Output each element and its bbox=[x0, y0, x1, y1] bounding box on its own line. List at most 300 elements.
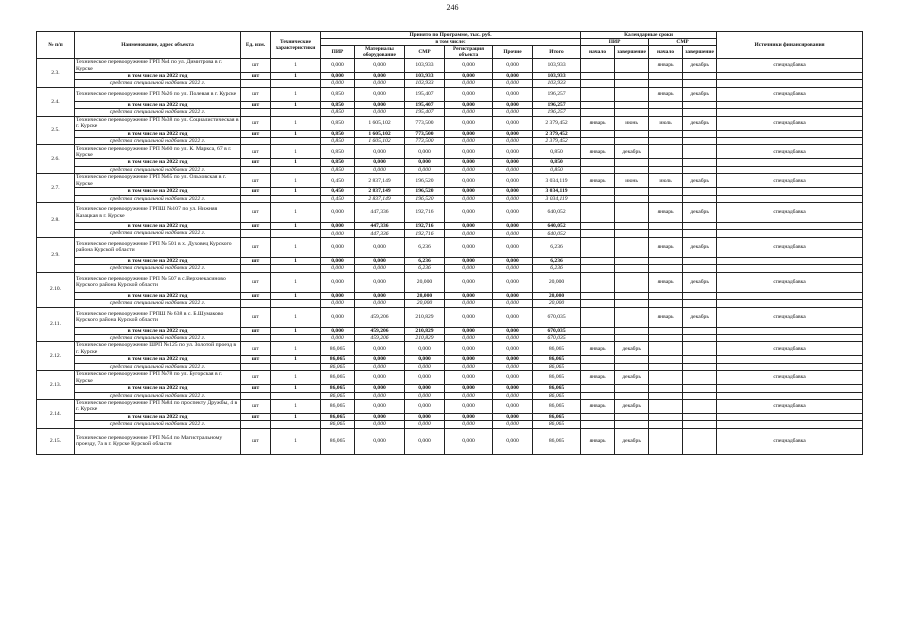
amount-cell: 0,850 bbox=[321, 101, 355, 108]
amount-cell: 6,236 bbox=[405, 265, 445, 272]
amount-cell: 192,716 bbox=[405, 223, 445, 230]
empty-cell bbox=[615, 159, 649, 166]
amount-cell: 0,000 bbox=[355, 237, 405, 257]
surcharge-label: средства специальной надбавки 2022 г. bbox=[75, 80, 241, 87]
calendar-cell bbox=[581, 203, 615, 223]
amount-cell: 0,000 bbox=[445, 327, 493, 334]
amount-cell: 0,000 bbox=[445, 188, 493, 195]
amount-cell: 773,500 bbox=[405, 116, 445, 130]
empty-cell bbox=[615, 356, 649, 363]
empty-cell bbox=[717, 385, 863, 392]
qty-cell: 1 bbox=[271, 292, 321, 299]
amount-cell: 0,000 bbox=[445, 87, 493, 101]
amount-cell: 0,000 bbox=[355, 159, 405, 166]
funding-source-cell: спецнадбавка bbox=[717, 87, 863, 101]
calendar-cell bbox=[649, 342, 683, 356]
amount-cell: 0,000 bbox=[445, 73, 493, 80]
calendar-cell: декабрь bbox=[615, 399, 649, 413]
surcharge-row bbox=[37, 138, 863, 145]
amount-cell: 0,000 bbox=[405, 413, 445, 420]
empty-cell bbox=[241, 166, 271, 173]
amount-cell: 0,000 bbox=[445, 80, 493, 87]
amount-cell: 0,000 bbox=[355, 363, 405, 370]
funding-source-cell: спецнадбавка bbox=[717, 116, 863, 130]
header-tech: Технические характеристики bbox=[271, 32, 321, 59]
empty-cell bbox=[649, 292, 683, 299]
calendar-cell: декабрь bbox=[683, 87, 717, 101]
surcharge-row bbox=[37, 421, 863, 428]
empty-cell bbox=[649, 356, 683, 363]
unit-cell: шт bbox=[241, 237, 271, 257]
calendar-cell: январь bbox=[581, 371, 615, 385]
amount-cell: 0,000 bbox=[493, 59, 533, 73]
header-end-smr: завершение bbox=[683, 46, 717, 59]
row-number: 2.14. bbox=[37, 399, 75, 428]
empty-cell bbox=[271, 392, 321, 399]
qty-cell: 1 bbox=[271, 307, 321, 327]
table-row bbox=[37, 371, 863, 385]
amount-cell: 0,000 bbox=[493, 116, 533, 130]
subtotal-row bbox=[37, 223, 863, 230]
calendar-cell: июль bbox=[649, 116, 683, 130]
amount-cell: 0,000 bbox=[493, 327, 533, 334]
amount-cell: 196,257 bbox=[533, 87, 581, 101]
empty-cell bbox=[241, 334, 271, 341]
calendar-cell: январь bbox=[649, 272, 683, 292]
empty-cell bbox=[581, 159, 615, 166]
empty-cell bbox=[581, 385, 615, 392]
amount-cell: 0,000 bbox=[445, 101, 493, 108]
amount-cell: 86,065 bbox=[533, 371, 581, 385]
surcharge-row bbox=[37, 300, 863, 307]
empty-cell bbox=[717, 223, 863, 230]
amount-cell: 0,000 bbox=[355, 272, 405, 292]
amount-cell: 0,000 bbox=[493, 307, 533, 327]
amount-cell: 0,000 bbox=[355, 265, 405, 272]
amount-cell: 196,257 bbox=[533, 101, 581, 108]
unit-cell: шт bbox=[241, 413, 271, 420]
header-no: № п/п bbox=[37, 32, 75, 59]
amount-cell: 0,000 bbox=[405, 363, 445, 370]
amount-cell: 0,000 bbox=[445, 292, 493, 299]
amount-cell: 86,065 bbox=[533, 399, 581, 413]
amount-cell: 6,236 bbox=[533, 257, 581, 264]
calendar-cell bbox=[649, 145, 683, 159]
subtotal-row bbox=[37, 73, 863, 80]
empty-cell bbox=[581, 327, 615, 334]
table-body bbox=[37, 59, 863, 455]
unit-cell: шт bbox=[241, 116, 271, 130]
amount-cell: 0,000 bbox=[321, 272, 355, 292]
qty-cell: 1 bbox=[271, 327, 321, 334]
row-number: 2.4. bbox=[37, 87, 75, 116]
row-number: 2.5. bbox=[37, 116, 75, 145]
subtotal-row bbox=[37, 188, 863, 195]
empty-cell bbox=[581, 265, 615, 272]
empty-cell bbox=[683, 421, 717, 428]
amount-cell: 3 034,119 bbox=[533, 195, 581, 202]
amount-cell: 0,000 bbox=[493, 203, 533, 223]
amount-cell: 0,000 bbox=[321, 73, 355, 80]
amount-cell: 0,000 bbox=[445, 159, 493, 166]
amount-cell: 86,065 bbox=[321, 392, 355, 399]
empty-cell bbox=[717, 230, 863, 237]
empty-cell bbox=[615, 421, 649, 428]
amount-cell: 0,000 bbox=[355, 166, 405, 173]
amount-cell: 459,206 bbox=[355, 334, 405, 341]
amount-cell: 670,035 bbox=[533, 327, 581, 334]
calendar-cell bbox=[581, 237, 615, 257]
amount-cell: 0,000 bbox=[355, 145, 405, 159]
object-name: Техническое перевооружение ГРП № 501 в х. Духовец Курского района Курской области bbox=[75, 237, 241, 257]
empty-cell bbox=[581, 80, 615, 87]
empty-cell bbox=[615, 265, 649, 272]
amount-cell: 0,000 bbox=[355, 59, 405, 73]
amount-cell: 0,000 bbox=[493, 80, 533, 87]
amount-cell: 196,520 bbox=[405, 195, 445, 202]
subtotal-row bbox=[37, 130, 863, 137]
subtotal-label: в том числе на 2022 год bbox=[75, 413, 241, 420]
amount-cell: 86,065 bbox=[321, 371, 355, 385]
amount-cell: 195,407 bbox=[405, 87, 445, 101]
empty-cell bbox=[683, 159, 717, 166]
amount-cell: 0,000 bbox=[405, 385, 445, 392]
qty-cell: 1 bbox=[271, 342, 321, 356]
header-registration: Регистрация объекта bbox=[445, 46, 493, 59]
object-name: Техническое перевооружение ГРП №26 по ул. Полевая в г. Курске bbox=[75, 87, 241, 101]
header-end: завершение bbox=[615, 46, 649, 59]
surcharge-label: средства специальной надбавки 2022 г. bbox=[75, 363, 241, 370]
calendar-cell: январь bbox=[581, 116, 615, 130]
empty-cell bbox=[615, 230, 649, 237]
amount-cell: 0,000 bbox=[493, 195, 533, 202]
amount-cell: 0,000 bbox=[493, 356, 533, 363]
amount-cell: 210,829 bbox=[405, 307, 445, 327]
amount-cell: 86,065 bbox=[533, 342, 581, 356]
qty-cell: 1 bbox=[271, 371, 321, 385]
object-name: Техническое перевооружение ШРП №125 по ул. Золотой проезд в г. Курске bbox=[75, 342, 241, 356]
empty-cell bbox=[683, 265, 717, 272]
empty-cell bbox=[683, 101, 717, 108]
empty-cell bbox=[717, 356, 863, 363]
calendar-cell bbox=[581, 59, 615, 73]
object-name: Техническое перевооружение ГРП №60 по ул. К. Маркса, 67 в г. Курске bbox=[75, 145, 241, 159]
amount-cell: 0,000 bbox=[445, 257, 493, 264]
calendar-cell bbox=[615, 272, 649, 292]
empty-cell bbox=[581, 300, 615, 307]
object-name: Техническое перевооружение ГРП №38 по ул. Социалистическая в г. Курске bbox=[76, 116, 239, 130]
table-row bbox=[37, 428, 863, 454]
qty-cell: 1 bbox=[271, 356, 321, 363]
amount-cell: 0,000 bbox=[493, 300, 533, 307]
empty-cell bbox=[581, 138, 615, 145]
empty-cell bbox=[271, 363, 321, 370]
empty-cell bbox=[581, 413, 615, 420]
empty-cell bbox=[683, 327, 717, 334]
amount-cell: 0,000 bbox=[321, 327, 355, 334]
empty-cell bbox=[581, 223, 615, 230]
amount-cell: 0,000 bbox=[445, 272, 493, 292]
amount-cell: 2 379,452 bbox=[533, 130, 581, 137]
table-row bbox=[37, 116, 863, 130]
amount-cell: 86,065 bbox=[321, 413, 355, 420]
amount-cell: 2 837,149 bbox=[355, 188, 405, 195]
subtotal-label: в том числе на 2022 год bbox=[75, 159, 241, 166]
amount-cell: 0,000 bbox=[445, 392, 493, 399]
calendar-cell bbox=[581, 87, 615, 101]
amount-cell: 0,000 bbox=[493, 101, 533, 108]
amount-cell: 459,206 bbox=[355, 307, 405, 327]
empty-cell bbox=[683, 385, 717, 392]
amount-cell: 0,000 bbox=[445, 174, 493, 188]
surcharge-row bbox=[37, 166, 863, 173]
amount-cell: 192,716 bbox=[405, 230, 445, 237]
unit-cell: шт bbox=[241, 356, 271, 363]
amount-cell: 0,000 bbox=[321, 265, 355, 272]
amount-cell: 0,000 bbox=[321, 223, 355, 230]
amount-cell: 20,000 bbox=[405, 292, 445, 299]
amount-cell: 0,000 bbox=[445, 342, 493, 356]
empty-cell bbox=[717, 421, 863, 428]
amount-cell: 0,000 bbox=[445, 356, 493, 363]
amount-cell: 0,850 bbox=[321, 159, 355, 166]
calendar-cell: январь bbox=[581, 428, 615, 454]
amount-cell: 6,236 bbox=[405, 257, 445, 264]
amount-cell: 0,000 bbox=[493, 334, 533, 341]
amount-cell: 0,000 bbox=[445, 421, 493, 428]
amount-cell: 0,000 bbox=[405, 159, 445, 166]
empty-cell bbox=[717, 265, 863, 272]
empty-cell bbox=[241, 265, 271, 272]
empty-cell bbox=[271, 195, 321, 202]
row-number: 2.8. bbox=[37, 203, 75, 238]
amount-cell: 0,000 bbox=[445, 428, 493, 454]
calendar-cell bbox=[683, 145, 717, 159]
amount-cell: 86,065 bbox=[321, 421, 355, 428]
amount-cell: 210,829 bbox=[405, 334, 445, 341]
amount-cell: 0,000 bbox=[493, 159, 533, 166]
amount-cell: 0,000 bbox=[493, 237, 533, 257]
empty-cell bbox=[683, 130, 717, 137]
qty-cell: 1 bbox=[271, 223, 321, 230]
header-total: Итого bbox=[533, 46, 581, 59]
calendar-cell bbox=[649, 399, 683, 413]
amount-cell: 0,000 bbox=[445, 203, 493, 223]
amount-cell: 0,000 bbox=[355, 101, 405, 108]
amount-cell: 0,000 bbox=[493, 230, 533, 237]
surcharge-label: средства специальной надбавки 2022 г. bbox=[75, 138, 241, 145]
calendar-cell bbox=[649, 428, 683, 454]
subtotal-row bbox=[37, 327, 863, 334]
amount-cell: 20,000 bbox=[405, 300, 445, 307]
amount-cell: 0,000 bbox=[321, 334, 355, 341]
empty-cell bbox=[581, 257, 615, 264]
amount-cell: 103,933 bbox=[405, 59, 445, 73]
qty-cell: 1 bbox=[271, 188, 321, 195]
calendar-cell bbox=[683, 342, 717, 356]
empty-cell bbox=[615, 73, 649, 80]
calendar-cell: январь bbox=[581, 399, 615, 413]
empty-cell bbox=[649, 363, 683, 370]
amount-cell: 0,450 bbox=[321, 174, 355, 188]
amount-cell: 0,000 bbox=[445, 116, 493, 130]
surcharge-label: средства специальной надбавки 2022 г. bbox=[75, 392, 241, 399]
empty-cell bbox=[615, 109, 649, 116]
funding-source-cell: спецнадбавка bbox=[717, 428, 863, 454]
empty-cell bbox=[649, 413, 683, 420]
amount-cell: 0,000 bbox=[321, 257, 355, 264]
amount-cell: 0,000 bbox=[493, 363, 533, 370]
amount-cell: 447,336 bbox=[355, 223, 405, 230]
qty-cell: 1 bbox=[271, 428, 321, 454]
amount-cell: 0,000 bbox=[355, 109, 405, 116]
object-name: Техническое перевооружение ГРПШ № 638 в с. Б.Шумаково Курского района Курской области bbox=[75, 307, 241, 327]
amount-cell: 459,206 bbox=[355, 327, 405, 334]
qty-cell: 1 bbox=[271, 73, 321, 80]
amount-cell: 103,933 bbox=[533, 80, 581, 87]
empty-cell bbox=[649, 195, 683, 202]
table-row bbox=[37, 237, 863, 257]
amount-cell: 0,000 bbox=[445, 145, 493, 159]
empty-cell bbox=[649, 327, 683, 334]
funding-source-cell: спецнадбавка bbox=[717, 237, 863, 257]
amount-cell: 86,065 bbox=[321, 356, 355, 363]
empty-cell bbox=[683, 292, 717, 299]
amount-cell: 0,000 bbox=[355, 342, 405, 356]
amount-cell: 0,850 bbox=[321, 116, 355, 130]
subtotal-row bbox=[37, 159, 863, 166]
amount-cell: 670,035 bbox=[533, 334, 581, 341]
funding-source-cell: спецнадбавка bbox=[717, 371, 863, 385]
calendar-cell bbox=[615, 237, 649, 257]
empty-cell bbox=[649, 159, 683, 166]
table-row bbox=[37, 203, 863, 223]
table-row bbox=[37, 145, 863, 159]
calendar-cell bbox=[615, 59, 649, 73]
amount-cell: 0,000 bbox=[493, 392, 533, 399]
qty-cell: 1 bbox=[271, 399, 321, 413]
subtotal-label: в том числе на 2022 год bbox=[75, 292, 241, 299]
header-cal-smr: СМР bbox=[649, 39, 717, 46]
funding-source-cell: спецнадбавка bbox=[717, 272, 863, 292]
subtotal-row bbox=[37, 101, 863, 108]
empty-cell bbox=[649, 223, 683, 230]
object-name: Техническое перевооружение ГРП №4 по ул. Димитрова в г. Курске bbox=[75, 59, 241, 73]
empty-cell bbox=[683, 356, 717, 363]
calendar-cell: январь bbox=[649, 237, 683, 257]
surcharge-label: средства специальной надбавки 2022 г. bbox=[75, 421, 241, 428]
calendar-cell: декабрь bbox=[683, 174, 717, 188]
row-number: 2.10. bbox=[37, 272, 75, 307]
empty-cell bbox=[241, 300, 271, 307]
amount-cell: 0,000 bbox=[321, 300, 355, 307]
amount-cell: 0,000 bbox=[493, 138, 533, 145]
amount-cell: 0,000 bbox=[493, 223, 533, 230]
calendar-cell: декабрь bbox=[683, 116, 717, 130]
amount-cell: 86,065 bbox=[533, 413, 581, 420]
amount-cell: 0,000 bbox=[493, 385, 533, 392]
unit-cell: шт bbox=[241, 145, 271, 159]
amount-cell: 86,065 bbox=[321, 342, 355, 356]
amount-cell: 2 837,149 bbox=[355, 195, 405, 202]
amount-cell: 0,450 bbox=[321, 188, 355, 195]
header-in-total: в том числе: bbox=[321, 39, 581, 46]
subtotal-label: в том числе на 2022 год bbox=[75, 257, 241, 264]
empty-cell bbox=[615, 188, 649, 195]
empty-cell bbox=[683, 334, 717, 341]
amount-cell: 0,850 bbox=[321, 130, 355, 137]
empty-cell bbox=[683, 230, 717, 237]
empty-cell bbox=[683, 392, 717, 399]
calendar-cell: декабрь bbox=[615, 342, 649, 356]
unit-cell: шт bbox=[241, 59, 271, 73]
unit-cell: шт bbox=[241, 428, 271, 454]
calendar-cell bbox=[649, 371, 683, 385]
amount-cell: 103,933 bbox=[533, 73, 581, 80]
amount-cell: 2 379,452 bbox=[533, 138, 581, 145]
amount-cell: 6,236 bbox=[533, 265, 581, 272]
empty-cell bbox=[271, 138, 321, 145]
amount-cell: 640,052 bbox=[533, 223, 581, 230]
calendar-cell: декабрь bbox=[683, 307, 717, 327]
empty-cell bbox=[615, 138, 649, 145]
unit-cell: шт bbox=[241, 223, 271, 230]
unit-cell: шт bbox=[241, 272, 271, 292]
empty-cell bbox=[615, 166, 649, 173]
calendar-cell: декабрь bbox=[683, 203, 717, 223]
header-pir: ПИР bbox=[321, 46, 355, 59]
empty-cell bbox=[615, 392, 649, 399]
amount-cell: 447,336 bbox=[355, 203, 405, 223]
amount-cell: 0,000 bbox=[493, 109, 533, 116]
funding-source-cell: спецнадбавка bbox=[717, 399, 863, 413]
subtotal-label: в том числе на 2022 год bbox=[75, 385, 241, 392]
amount-cell: 0,000 bbox=[355, 300, 405, 307]
amount-cell: 0,000 bbox=[445, 166, 493, 173]
amount-cell: 0,000 bbox=[405, 421, 445, 428]
qty-cell: 1 bbox=[271, 87, 321, 101]
unit-cell: шт bbox=[241, 257, 271, 264]
amount-cell: 0,850 bbox=[321, 138, 355, 145]
surcharge-label: средства специальной надбавки 2022 г. bbox=[75, 195, 241, 202]
amount-cell: 0,000 bbox=[445, 230, 493, 237]
amount-cell: 0,000 bbox=[493, 73, 533, 80]
empty-cell bbox=[581, 334, 615, 341]
table-row bbox=[37, 59, 863, 73]
amount-cell: 0,000 bbox=[445, 59, 493, 73]
empty-cell bbox=[615, 300, 649, 307]
amount-cell: 0,000 bbox=[493, 428, 533, 454]
object-name: Техническое перевооружение ГРП №54 по Магистральному проезду, 7а в г. Курске Курской области bbox=[75, 428, 241, 454]
amount-cell: 0,850 bbox=[321, 87, 355, 101]
unit-cell: шт bbox=[241, 399, 271, 413]
calendar-cell: январь bbox=[649, 87, 683, 101]
amount-cell: 0,000 bbox=[355, 399, 405, 413]
table-row bbox=[37, 307, 863, 327]
amount-cell: 1 605,102 bbox=[355, 138, 405, 145]
calendar-cell: декабрь bbox=[615, 145, 649, 159]
empty-cell bbox=[581, 130, 615, 137]
surcharge-row bbox=[37, 392, 863, 399]
amount-cell: 6,236 bbox=[405, 237, 445, 257]
amount-cell: 192,716 bbox=[405, 203, 445, 223]
empty-cell bbox=[615, 334, 649, 341]
amount-cell: 86,065 bbox=[533, 392, 581, 399]
subtotal-label: в том числе на 2022 год bbox=[75, 73, 241, 80]
funding-source-cell: спецнадбавка bbox=[717, 174, 863, 188]
empty-cell bbox=[615, 292, 649, 299]
surcharge-label: средства специальной надбавки 2022 г. bbox=[75, 300, 241, 307]
